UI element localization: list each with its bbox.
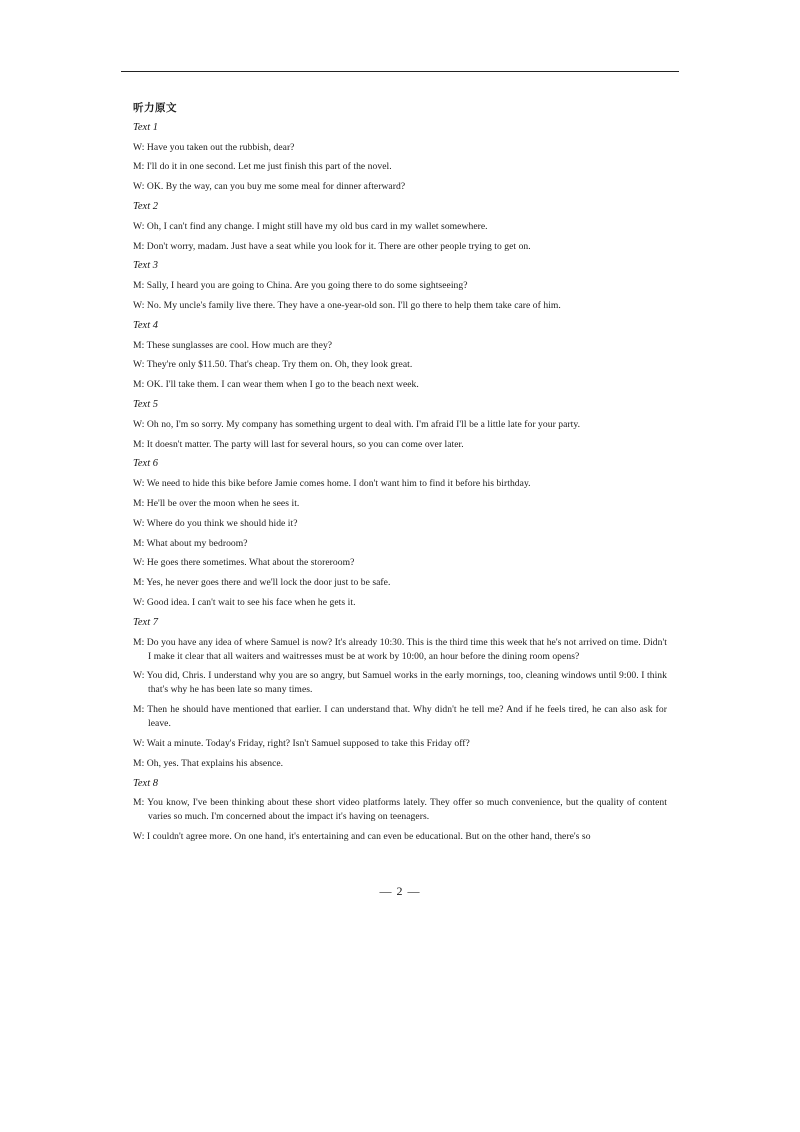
dialogue-line xyxy=(133,141,667,155)
text-label: Text 5 xyxy=(133,398,158,410)
dialogue-line xyxy=(133,279,667,293)
speaker-tag: W: xyxy=(133,478,147,490)
text-label: Text 3 xyxy=(133,260,158,272)
dialogue-line xyxy=(133,517,667,531)
utterance-text: Oh, yes. That explains his absence. xyxy=(146,757,284,769)
utterance-text: These sunglasses are cool. How much are they? xyxy=(146,339,333,351)
dialogue-line xyxy=(133,160,667,174)
utterance-text: OK. By the way, can you buy me some meal for dinner afterward? xyxy=(146,181,406,193)
utterance-text: Do you have any idea of where Samuel is now? It's already 10:30. This is the third time this week that he's not arrived on time. Didn't I make it clear that all waiters and waitresses must be at work by 10:00, an hour before the dining room opens? xyxy=(146,636,667,662)
dialogue-line xyxy=(133,477,667,491)
text-label: Text 4 xyxy=(133,319,158,331)
utterance-text: They're only $11.50. That's cheap. Try them on. Oh, they look great. xyxy=(146,359,413,371)
utterance-text: I couldn't agree more. On one hand, it's entertaining and can even be educational. But on the other hand, there's so xyxy=(146,831,591,843)
dialogue-line xyxy=(133,339,667,353)
speaker-tag: M: xyxy=(133,704,148,716)
utterance-text: OK. I'll take them. I can wear them when I go to the beach next week. xyxy=(146,379,419,391)
dialogue-line xyxy=(133,537,667,551)
dialogue-line xyxy=(133,757,667,771)
speaker-tag: W: xyxy=(133,359,147,371)
speaker-tag: W: xyxy=(133,831,147,843)
utterance-text: You know, I've been thinking about these short video platforms lately. They offer so much convenience, but the quality of content varies so much. I'm concerned about the impact it's having on teenagers. xyxy=(147,797,667,823)
speaker-tag: W: xyxy=(133,141,147,153)
utterance-text: Where do you think we should hide it? xyxy=(146,517,298,529)
utterance-text: Oh, I can't find any change. I might still have my old bus card in my wallet somewhere. xyxy=(146,220,488,232)
speaker-tag: W: xyxy=(133,299,147,311)
text-label: Text 1 xyxy=(133,121,158,133)
speaker-tag: M: xyxy=(133,577,147,589)
utterance-text: Oh no, I'm so sorry. My company has something urgent to deal with. I'm afraid I'll be a little late for your party. xyxy=(146,418,581,430)
dialogue-line xyxy=(133,418,667,432)
speaker-tag: W: xyxy=(133,181,147,193)
utterance-text: He goes there sometimes. What about the storeroom? xyxy=(146,557,355,569)
section-heading: 听力原文 xyxy=(133,102,177,114)
dialogue-line xyxy=(133,596,667,610)
speaker-tag: W: xyxy=(133,220,147,232)
speaker-tag: W: xyxy=(133,670,147,682)
dialogue-line xyxy=(133,703,667,731)
speaker-tag: M: xyxy=(133,537,147,549)
utterance-text: Wait a minute. Today's Friday, right? Isn't Samuel supposed to take this Friday off? xyxy=(146,737,470,749)
dialogue-line xyxy=(133,240,667,254)
dialogue-line xyxy=(133,299,667,313)
dialogue-line xyxy=(133,378,667,392)
speaker-tag: M: xyxy=(133,240,147,252)
speaker-tag: M: xyxy=(133,438,147,450)
utterance-text: Then he should have mentioned that earlier. I can understand that. Why didn't he tell me? And if he feels tired, he can also ask for leave. xyxy=(147,704,667,730)
dialogue-line xyxy=(133,737,667,751)
utterance-text: I'll do it in one second. Let me just finish this part of the novel. xyxy=(146,161,392,173)
dialogue-line xyxy=(133,438,667,452)
speaker-tag: W: xyxy=(133,517,147,529)
text-label: Text 7 xyxy=(133,616,158,628)
dialogue-line xyxy=(133,796,667,824)
text-label: Text 2 xyxy=(133,200,158,212)
utterance-text: Sally, I heard you are going to China. Are you going there to do some sightseeing? xyxy=(146,280,468,292)
utterance-text: Have you taken out the rubbish, dear? xyxy=(146,141,295,153)
utterance-text: It doesn't matter. The party will last for several hours, so you can come over later. xyxy=(146,438,464,450)
utterance-text: We need to hide this bike before Jamie comes home. I don't want him to find it before his birthday. xyxy=(146,478,531,490)
speaker-tag: M: xyxy=(133,497,147,509)
speaker-tag: W: xyxy=(133,737,147,749)
utterance-text: Yes, he never goes there and we'll lock the door just to be safe. xyxy=(146,577,391,589)
dialogue-line xyxy=(133,180,667,194)
utterance-text: Good idea. I can't wait to see his face when he gets it. xyxy=(146,596,356,608)
text-label: Text 8 xyxy=(133,777,158,789)
dialogue-line xyxy=(133,556,667,570)
dialogue-line xyxy=(133,636,667,664)
dialogue-line xyxy=(133,830,667,844)
speaker-tag: M: xyxy=(133,379,147,391)
utterance-text: You did, Chris. I understand why you are so angry, but Samuel works in the early mornings, too, cleaning windows until 9:00. I think that's why he has been late so many times. xyxy=(146,670,667,696)
text-label: Text 6 xyxy=(133,458,158,470)
utterance-text: Don't worry, madam. Just have a seat while you look for it. There are other people trying to get on. xyxy=(146,240,531,252)
header-rule xyxy=(121,71,679,72)
speaker-tag: M: xyxy=(133,757,147,769)
utterance-text: No. My uncle's family live there. They have a one-year-old son. I'll go there to help them take care of him. xyxy=(146,299,561,311)
dialogue-line xyxy=(133,669,667,697)
speaker-tag: M: xyxy=(133,797,148,809)
dialogue-line xyxy=(133,576,667,590)
speaker-tag: M: xyxy=(133,280,147,292)
utterance-text: What about my bedroom? xyxy=(146,537,248,549)
speaker-tag: W: xyxy=(133,596,147,608)
dialogue-line xyxy=(133,220,667,234)
dialogue-line xyxy=(133,358,667,372)
page-number: — 2 — xyxy=(379,884,421,898)
dialogue-line xyxy=(133,497,667,511)
speaker-tag: W: xyxy=(133,557,147,569)
speaker-tag: M: xyxy=(133,636,147,648)
speaker-tag: M: xyxy=(133,161,147,173)
utterance-text: He'll be over the moon when he sees it. xyxy=(146,497,300,509)
speaker-tag: M: xyxy=(133,339,147,351)
transcript-content xyxy=(133,101,667,850)
speaker-tag: W: xyxy=(133,418,147,430)
